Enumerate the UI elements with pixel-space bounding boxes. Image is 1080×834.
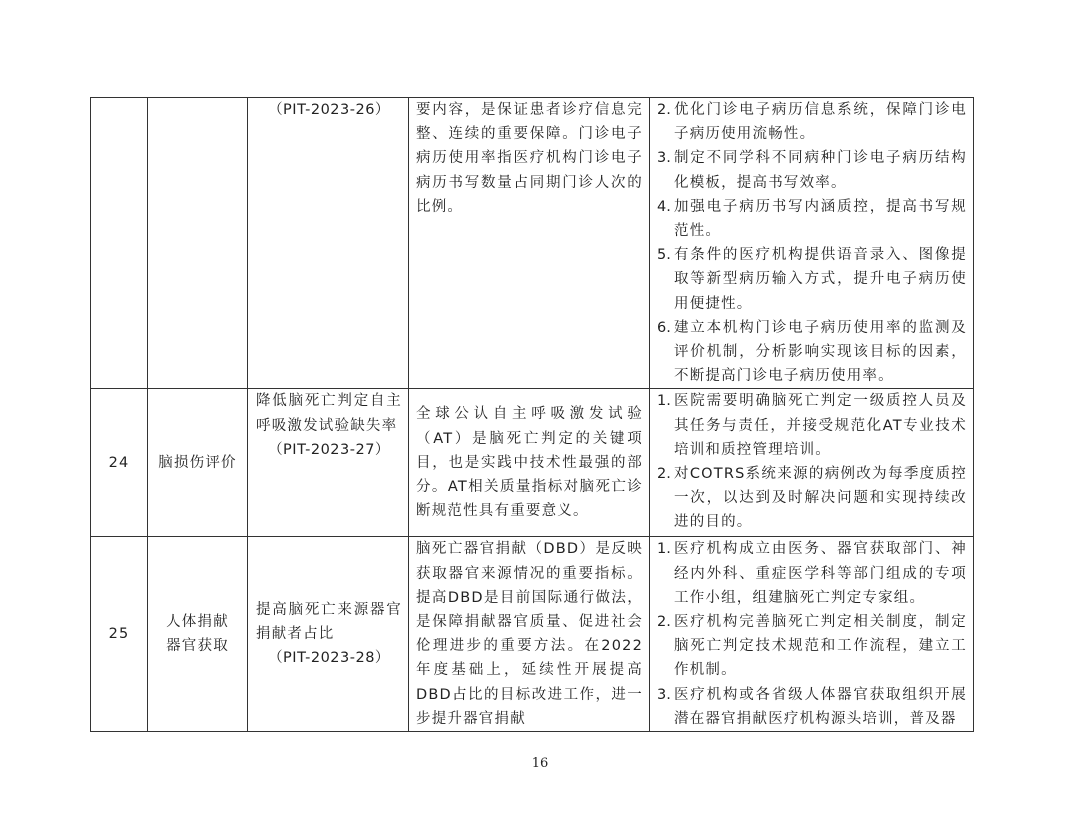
measure-number: 6. — [657, 319, 671, 336]
category-cell — [148, 98, 248, 389]
measure-number: 3. — [657, 150, 671, 167]
measure-text: 医疗机构或各省级人体器官获取组织开展潜在器官捐献医疗机构源头培训，普及器 — [674, 686, 967, 727]
measures-cell — [650, 537, 974, 732]
measure-item — [657, 389, 967, 462]
measure-item — [657, 537, 967, 610]
row-number-cell — [91, 98, 148, 389]
indicator-cell — [248, 98, 409, 389]
indicator-code: （PIT-2023-26） — [268, 102, 390, 118]
description-text: 要内容，是保证患者诊疗信息完整、连续的重要保障。门诊电子病历使用率指医疗机构门诊电子病历书写数量占同期门诊人次的比例。 — [416, 102, 643, 215]
measure-text: 医疗机构完善脑死亡判定相关制度，制定脑死亡判定技术规范和工作流程，建立工作机制。 — [674, 614, 967, 679]
measure-text: 优化门诊电子病历信息系统，保障门诊电子病历使用流畅性。 — [674, 102, 967, 143]
measure-text: 建立本机构门诊电子病历使用率的监测及评价机制，分析影响实现该目标的因素，不断提高门诊电子病历使用率。 — [674, 319, 967, 385]
page-number: 16 — [531, 756, 549, 771]
measures-cell — [650, 98, 974, 389]
indicator-cell — [248, 537, 409, 732]
measure-number: 4. — [657, 198, 671, 215]
measure-text: 加强电子病历书写内涵质控，提高书写规范性。 — [674, 198, 967, 240]
indicator-table — [90, 97, 974, 732]
measure-text: 医疗机构成立由医务、器官获取部门、神经内外科、重症医学科等部门组成的专项工作小组，组建脑死亡判定专家组。 — [674, 541, 967, 606]
row-number-cell: 25 — [91, 537, 148, 732]
measures-cell — [650, 389, 974, 537]
measure-number: 5. — [657, 247, 671, 264]
measure-number: 3. — [657, 686, 671, 703]
measure-number: 2. — [657, 102, 671, 118]
measure-text: 制定不同学科不同病种门诊电子病历结构化模板，提高书写效率。 — [674, 150, 967, 191]
measure-number: 2. — [657, 614, 671, 631]
description-cell — [409, 537, 650, 732]
category-text: 人体捐献器官获取 — [166, 614, 229, 655]
category-cell: 脑损伤评价 — [148, 389, 248, 537]
measure-text: 医院需要明确脑死亡判定一级质控人员及其任务与责任，并接受规范化AT专业技术培训和质控管理培训。 — [674, 393, 967, 458]
measure-item — [657, 243, 967, 316]
table-row — [91, 389, 974, 537]
measure-number: 1. — [657, 541, 671, 558]
measure-item — [657, 462, 967, 535]
table-row — [91, 537, 974, 732]
description-text: 全球公认自主呼吸激发试验（AT）是脑死亡判定的关键项目，也是实践中技术性最强的部分。AT相关质量指标对脑死亡诊断规范性具有重要意义。 — [416, 406, 643, 520]
indicator-code: （PIT-2023-27） — [268, 441, 390, 458]
indicator-code: （PIT-2023-28） — [268, 650, 390, 667]
category-cell — [148, 537, 248, 732]
description-cell — [409, 98, 650, 389]
indicator-name: 降低脑死亡判定自主呼吸激发试验缺失率 — [256, 393, 402, 434]
measure-item — [657, 610, 967, 683]
description-cell — [409, 389, 650, 537]
row-number-cell: 24 — [91, 389, 148, 537]
measure-item — [657, 683, 967, 731]
table-row — [91, 98, 974, 389]
indicator-name: 提高脑死亡来源器官捐献者占比 — [256, 601, 402, 643]
indicator-cell — [248, 389, 409, 537]
measure-item — [657, 146, 967, 194]
measure-number: 2. — [657, 466, 671, 483]
measure-number: 1. — [657, 393, 671, 410]
measure-item — [657, 195, 967, 243]
measure-item — [657, 98, 967, 146]
measure-item — [657, 316, 967, 389]
measure-text: 对COTRS系统来源的病例改为每季度质控一次，以达到及时解决问题和实现持续改进的目的。 — [674, 466, 967, 531]
measure-text: 有条件的医疗机构提供语音录入、图像提取等新型病历输入方式，提升电子病历使用便捷性。 — [674, 247, 967, 312]
description-text: 脑死亡器官捐献（DBD）是反映获取器官来源情况的重要指标。提高DBD是目前国际通行做法，是保障捐献器官质量、促进社会伦理进步的重要方法。在2022年度基础上，延续性开展提高DBD占比的目标改进工作，进一步提升器官捐献 — [416, 541, 643, 727]
